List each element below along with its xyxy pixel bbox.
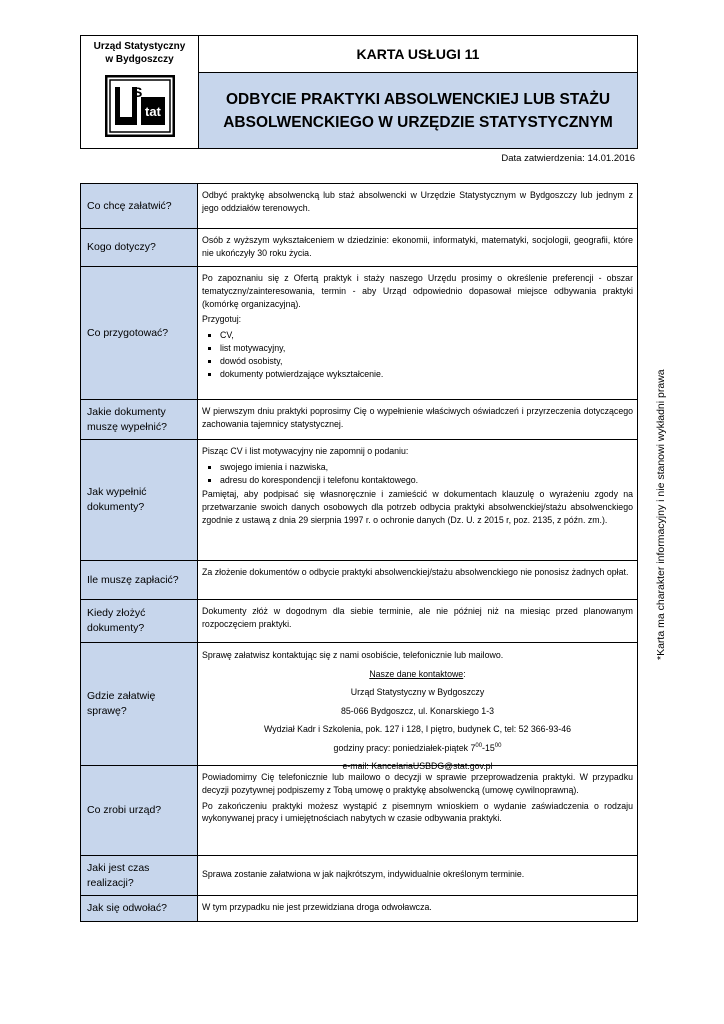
row-text: Pamiętaj, aby podpisać się własnoręcznie i zamieścić w dokumentach klauzulę o wyrażeniu zgody na przetwarzanie swoich danych osobowych dla potrzeb odbycia praktyki absolwenckiej/stażu absolwenckiego zgodnie z ustawą z dnia 29 sierpnia 1997 r. o ochronie danych (Dz. U. z 2015 r, poz. 2135, z późn. zm.). [202,489,633,525]
row-content [198,643,637,771]
hours-end-min: 00 [494,742,502,749]
row-label: Co zrobi urząd? [81,766,198,855]
row-text: Sprawa zostanie załatwiona w jak najkrótszym, indywidualnie określonym terminie. [202,869,525,880]
card-number: KARTA USŁUGI 11 [199,36,637,73]
row-content [198,856,637,895]
table-row [81,439,637,560]
table-row [81,184,637,228]
list-item: ▪ dokumenty potwierdzające wykształcenie. [220,368,633,381]
row-text: Osób z wyższym wykształceniem w dziedzinie: ekonomii, informatyki, matematyki, socjologii, geografii, które nie ukończyły 30 roku życia. [202,235,633,258]
title-line1: ODBYCIE PRAKTYKI ABSOLWENCKIEJ LUB STAŻU [225,90,611,108]
row-content [198,184,637,228]
row-label: Co chcę załatwić? [81,184,198,228]
row-content [198,766,637,855]
row-content [198,267,637,399]
hours-prefix: godziny pracy: poniedziałek-piątek 7 [333,742,476,753]
row-label: Jak się odwołać? [81,896,198,921]
side-note: *Karta ma charakter informacyjny i nie stanowi wykładni prawa [655,369,667,660]
hours-sep: -15 [482,742,495,753]
contact-heading-text: Nasze dane kontaktowe [369,668,464,679]
row-text: Sprawę załatwisz kontaktując się z nami osobiście, telefonicznie lub mailowo. [202,650,504,660]
table-row [81,560,637,599]
list-item: ▪ CV, [220,329,633,342]
row-intro: Pisząc CV i list motywacyjny nie zapomnij o podaniu: [202,446,409,456]
row-label: Kogo dotyczy? [81,229,198,266]
row-label: Co przygotować? [81,267,198,399]
row-label: Jaki jest czas realizacji? [81,856,198,895]
office-hours [202,741,633,757]
institution-cell [81,36,199,148]
ustat-logo [105,75,175,137]
list-item: ▪ adresu do korespondencji i telefonu kontaktowego. [220,474,633,487]
svg-text:S: S [132,84,142,100]
list-item: ▪ list motywacyjny, [220,342,633,355]
list-item: ▪ dowód osobisty, [220,355,633,368]
institution-line1: Urząd Statystyczny [93,41,186,52]
contact-address: 85-066 Bydgoszcz, ul. Konarskiego 1-3 [340,705,495,716]
table-row [81,228,637,266]
title-cell [199,36,637,148]
list-item: ▪ swojego imienia i nazwiska, [220,461,633,474]
row-content [198,561,637,599]
row-label: Kiedy złożyć dokumenty? [81,600,198,642]
row-content [198,896,637,921]
institution-line2: w Bydgoszczy [105,54,174,65]
row-text: Powiadomimy Cię telefonicznie lub mailowo o decyzji w sprawie przeprowadzenia praktyki. W przypadku decyzji pozytywnej podpiszemy z Tobą umowę o praktykę absolwencką (umowę cywilnoprawną). [202,772,633,795]
prepare-label: Przygotuj: [202,314,242,325]
contact-heading: Nasze dane kontaktowe: [369,668,466,679]
table-row [81,399,637,439]
table-row [81,642,637,771]
row-text: Odbyć praktykę absolwencką lub staż absolwencki w Urzędzie Statystycznym w Bydgoszczy lub jednym z jego oddziałów terenowych. [202,190,633,213]
hours-start-min: 00 [475,742,483,749]
row-label: Jakie dokumenty muszę wypełnić? [81,400,198,439]
service-title [199,73,637,148]
title-line2: ABSOLWENCKIEGO W URZĘDZIE STATYSTYCZNYM [223,113,613,131]
approval-date: Data zatwierdzenia: 14.01.2016 [501,153,635,164]
row-content [198,229,637,266]
row-text: Za złożenie dokumentów o odbycie praktyki absolwenckiej/stażu absolwenckiego nie ponosisz żadnych opłat. [202,567,629,577]
row-content [198,400,637,439]
header-box [80,35,638,149]
table-row [81,855,637,895]
row-text: Po zapoznaniu się z Ofertą praktyk i staży naszego Urzędu prosimy o określenie preferencji - obszar tematyczny/zainteresowania, termin - aby Urząd odpowiednio dopasował miejsce odbywania praktyki (komórkę organizacyjną). [202,273,633,309]
table-row [81,599,637,642]
row-text: W pierwszym dniu praktyki poprosimy Cię o wypełnienie właściwych oświadczeń i przyrzeczenia dotyczącego zachowania tajemnicy statystycznej. [202,406,633,429]
service-table [80,183,638,922]
prepare-list [202,329,633,380]
row-label: Ile muszę zapłacić? [81,561,198,599]
svg-text:tat: tat [144,104,161,119]
row-text: Dokumenty złóż w dogodnym dla siebie terminie, ale nie później niż na miesiąc przed planowanym rozpoczęciem praktyki. [202,606,633,629]
row-content [198,600,637,642]
contact-email[interactable]: e-mail: KancelariaUSBDG@stat.gov.pl [342,761,493,771]
contact-name: Urząd Statystyczny w Bydgoszczy [350,687,485,697]
table-row [81,765,637,855]
row-content [198,440,637,560]
contact-dept: Wydział Kadr i Szkolenia, pok. 127 i 128, I piętro, budynek C, tel: 52 366-93-46 [263,724,571,734]
row-label: Jak wypełnić dokumenty? [81,440,198,560]
row-text: Po zakończeniu praktyki możesz wystąpić z pisemnym wnioskiem o wydanie zaświadczenia o rodzaju wykonywanej pracy i umiejętnościach nabytych w czasie odbywania praktyki. [202,800,633,824]
row-label: Gdzie załatwię sprawę? [81,643,198,765]
table-row [81,266,637,399]
fill-list [202,461,633,487]
table-row [81,895,637,921]
row-text: W tym przypadku nie jest przewidziana droga odwoławcza. [202,902,432,913]
